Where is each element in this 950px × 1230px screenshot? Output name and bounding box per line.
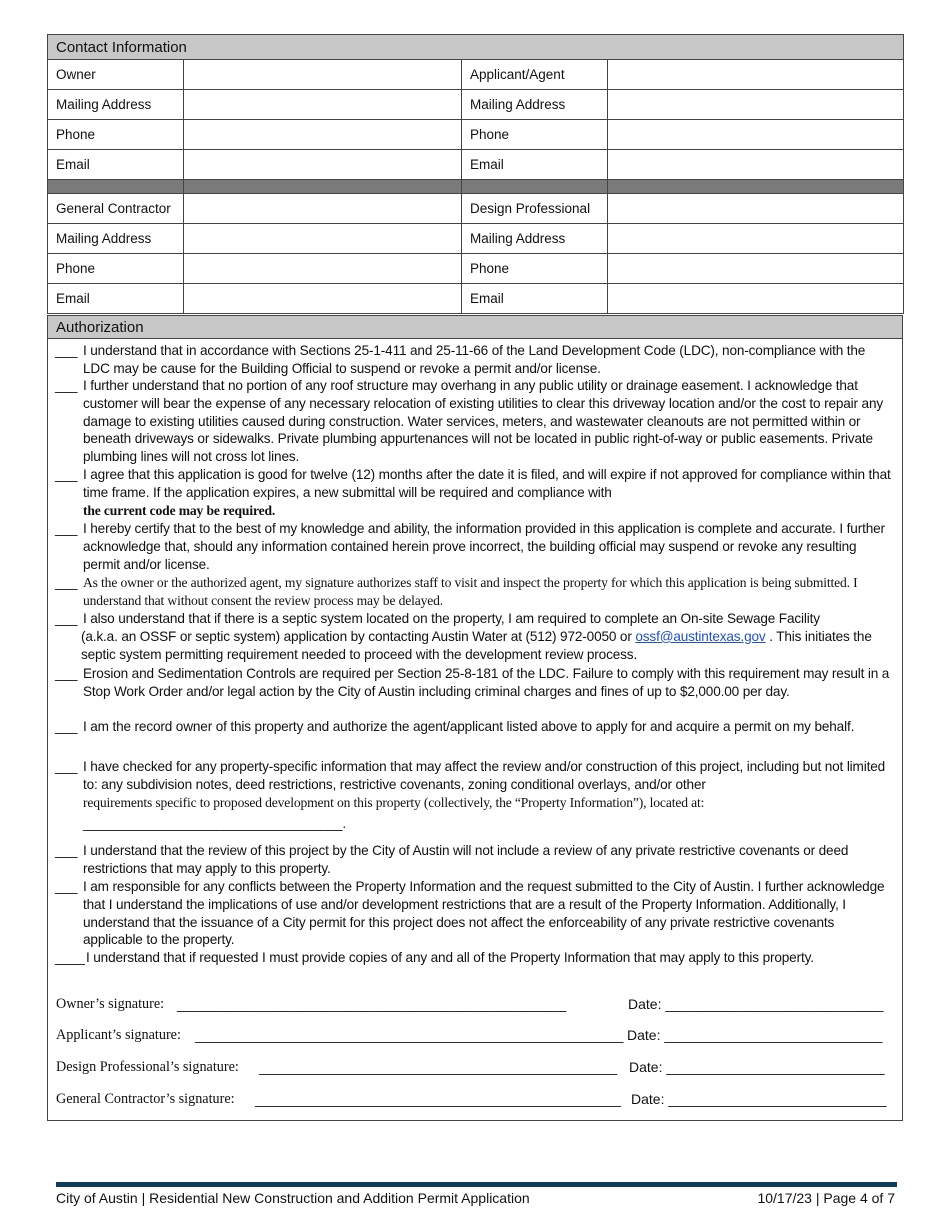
contact-row <box>48 150 904 180</box>
authorization-item <box>55 342 893 378</box>
applicant-signature-line[interactable]: _______________________________________________________ <box>195 1027 624 1043</box>
authorization-title: Authorization <box>47 315 903 339</box>
contact-row <box>48 194 904 224</box>
contractor-field[interactable] <box>184 194 462 224</box>
designer-mailing-field[interactable] <box>608 224 904 254</box>
item-text: (a.k.a. an OSSF or septic system) application by contacting Austin Water at (512) 972-0050 or <box>81 628 632 644</box>
location-blank[interactable]: ___________________________________. <box>83 816 346 832</box>
applicant-label: Applicant/Agent <box>462 60 608 90</box>
owner-phone-field[interactable] <box>184 120 462 150</box>
owner-signature-line[interactable]: __________________________________________________ <box>177 996 567 1012</box>
contact-divider-row <box>48 180 904 194</box>
owner-signature-label: Owner’s signature: <box>56 996 165 1012</box>
authorization-item <box>55 718 893 736</box>
initial-blank[interactable]: ___ <box>55 343 78 358</box>
initial-blank[interactable]: ___ <box>55 879 78 894</box>
item-text: I am the record owner of this property and authorize the agent/applicant listed above to apply for and acquire a permit on my behalf. <box>83 719 855 734</box>
contractor-mailing-label: Mailing Address <box>48 224 184 254</box>
owner-mailing-field[interactable] <box>184 90 462 120</box>
contact-row <box>48 224 904 254</box>
item-text: I hereby certify that to the best of my knowledge and ability, the information provided in this application is complete and accurate. I further acknowledge that, should any information contained herein prove incorrect, the building official may suspend or revoke any resulting permit and/or license. <box>83 521 885 572</box>
contact-row <box>48 60 904 90</box>
item-text: I understand that in accordance with Sections 25-1-411 and 25-11-66 of the Land Development Code (LDC), non-compliance with the LDC may be cause for the Building Official to suspend or revoke a permit and/or license. <box>83 343 866 376</box>
footer-title: City of Austin | Residential New Construction and Addition Permit Application <box>56 1190 530 1206</box>
item-text: Erosion and Sedimentation Controls are required per Section 25-8-181 of the LDC. Failure to comply with this requirement may result in a Stop Work Order and/or legal action by the City of Austin including criminal charges and fines of up to $2,000.00 per day. <box>83 666 890 699</box>
initial-blank[interactable]: ___ <box>55 611 78 626</box>
owner-email-field[interactable] <box>184 150 462 180</box>
owner-email-label: Email <box>48 150 184 180</box>
designer-email-field[interactable] <box>608 284 904 314</box>
initial-blank[interactable]: ___ <box>55 719 78 734</box>
contractor-phone-label: Phone <box>48 254 184 284</box>
item-text: I am responsible for any conflicts between the Property Information and the request submitted to the City of Austin. I further acknowledge that I understand the implications of use and/or development restrictions that are a result of the Property Information. Additionally, I understand that the issuance of a City permit for this project does not affect the enforceability of any private restrictive covenants applicable to the property. <box>83 879 885 948</box>
item-text: I agree that this application is good for twelve (12) months after the date it is filed, and will expire if not approved for compliance within that time frame. If the application expires, a new submittal will be required and compliance with <box>83 467 891 500</box>
designer-phone-field[interactable] <box>608 254 904 284</box>
initial-blank[interactable]: ___ <box>55 575 78 590</box>
applicant-mailing-label: Mailing Address <box>462 90 608 120</box>
initial-blank[interactable]: ___ <box>55 843 78 858</box>
owner-date-line[interactable]: Date: ____________________________ <box>628 996 884 1012</box>
item-text: . This initiates the septic system permitting requirement needed to proceed with the development review process. <box>81 628 872 662</box>
contact-row <box>48 120 904 150</box>
item-text: I further understand that no portion of any roof structure may overhang in any public utility or drainage easement. I acknowledge that customer will bear the expense of any necessary relocation of existing utilities to clear this driveway location and/or the cost to repair any damage to existing utilities caused during construction. Water services, meters, and wastewater cleanouts are not permitted within or beneath driveways or sidewalks. Private plumbing appurtenances will not be located in public right-of-way or public easements. Private plumbing lines will not cross lot lines. <box>83 378 884 465</box>
owner-field[interactable] <box>184 60 462 90</box>
item-text: I also understand that if there is a septic system located on the property, I am required to complete an On-site Sewage Facility <box>83 611 820 626</box>
designer-email-label: Email <box>462 284 608 314</box>
designer-mailing-label: Mailing Address <box>462 224 608 254</box>
item-text: I understand that the review of this project by the City of Austin will not include a review of any private restrictive covenants or deed restrictions that may apply to this property. <box>83 843 849 876</box>
applicant-email-field[interactable] <box>608 150 904 180</box>
initial-blank[interactable]: ___ <box>55 378 78 393</box>
contractor-phone-field[interactable] <box>184 254 462 284</box>
contact-row <box>48 90 904 120</box>
authorization-item <box>55 610 893 663</box>
contractor-mailing-field[interactable] <box>184 224 462 254</box>
applicant-mailing-field[interactable] <box>608 90 904 120</box>
authorization-item <box>55 377 893 466</box>
authorization-item <box>55 949 893 967</box>
authorization-item <box>55 520 893 573</box>
authorization-item <box>55 878 893 949</box>
item-text: As the owner or the authorized agent, my signature authorizes staff to visit and inspect the property for which this application is being submitted. I understand that without consent the review process may be delayed. <box>83 575 858 608</box>
design-professional-label: Design Professional <box>462 194 608 224</box>
design-professional-signature-label: Design Professional’s signature: <box>56 1059 239 1075</box>
design-professional-field[interactable] <box>608 194 904 224</box>
applicant-signature-label: Applicant’s signature: <box>56 1027 181 1043</box>
ossf-email-link[interactable]: ossf@austintexas.gov <box>635 628 766 644</box>
contractor-label: General Contractor <box>48 194 184 224</box>
authorization-item <box>55 842 893 878</box>
item-text-bold: the current code may be required. <box>83 502 276 518</box>
authorization-item <box>55 466 893 519</box>
item-text: requirements specific to proposed development on this property (collectively, the “Property Information”), located at: <box>83 794 705 810</box>
contact-table <box>47 34 904 314</box>
contractor-date-line[interactable]: Date: ____________________________ <box>631 1091 887 1107</box>
design-professional-date-line[interactable]: Date: ____________________________ <box>629 1059 885 1075</box>
contractor-signature-label: General Contractor’s signature: <box>56 1091 235 1107</box>
initial-blank[interactable]: ___ <box>55 467 78 482</box>
footer-page-info: 10/17/23 | Page 4 of 7 <box>757 1190 895 1206</box>
contact-header-row <box>48 35 904 60</box>
initial-blank[interactable]: ___ <box>55 759 78 774</box>
contractor-signature-line[interactable]: _______________________________________________ <box>255 1091 621 1107</box>
owner-mailing-label: Mailing Address <box>48 90 184 120</box>
applicant-field[interactable] <box>608 60 904 90</box>
initial-blank[interactable]: ____ <box>55 950 85 965</box>
footer-rule <box>56 1182 897 1187</box>
applicant-phone-field[interactable] <box>608 120 904 150</box>
item-text: I have checked for any property-specific information that may affect the review and/or construction of this project, including but not limited to: any subdivision notes, deed restrictions, restrictive covenants, zoning conditional overlays, and/or other <box>83 759 886 792</box>
contractor-email-label: Email <box>48 284 184 314</box>
contact-title: Contact Information <box>48 35 904 60</box>
authorization-item <box>55 574 893 610</box>
contractor-email-field[interactable] <box>184 284 462 314</box>
applicant-date-line[interactable]: Date: ____________________________ <box>627 1027 883 1043</box>
initial-blank[interactable]: ___ <box>55 666 78 681</box>
applicant-email-label: Email <box>462 150 608 180</box>
contact-row <box>48 284 904 314</box>
owner-phone-label: Phone <box>48 120 184 150</box>
contact-row <box>48 254 904 284</box>
designer-phone-label: Phone <box>462 254 608 284</box>
item-text: I understand that if requested I must provide copies of any and all of the Property Information that may apply to this property. <box>86 950 814 965</box>
authorization-item <box>55 758 893 837</box>
design-professional-signature-line[interactable]: ______________________________________________ <box>259 1059 618 1075</box>
authorization-item <box>55 665 893 701</box>
owner-label: Owner <box>48 60 184 90</box>
applicant-phone-label: Phone <box>462 120 608 150</box>
initial-blank[interactable]: ___ <box>55 521 78 536</box>
